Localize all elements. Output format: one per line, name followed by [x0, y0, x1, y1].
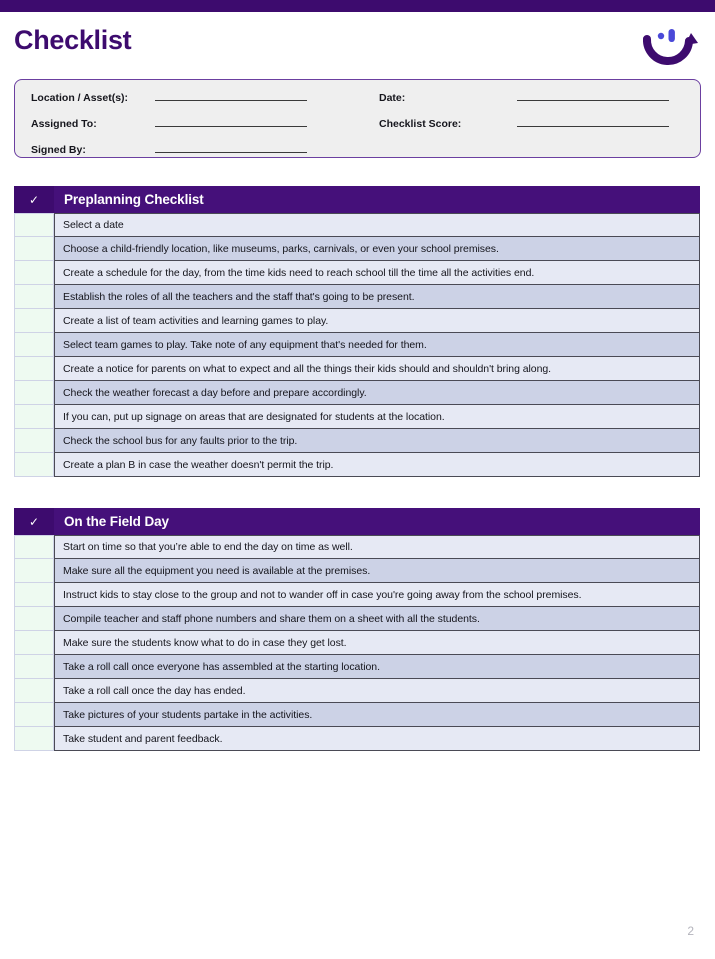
checklist-item-label: Choose a child-friendly location, like museums, parks, carnivals, or even your school premises. — [54, 237, 700, 261]
checklist-row — [14, 309, 700, 333]
checklist-row — [14, 727, 700, 751]
table-title: On the Field Day — [54, 508, 700, 535]
checklist-checkbox[interactable] — [14, 559, 54, 583]
checklist-row — [14, 583, 700, 607]
checklist-row — [14, 333, 700, 357]
checklist-table-field-day — [14, 508, 700, 751]
page-header — [0, 12, 715, 74]
info-label-checklist-score: Checklist Score: — [379, 118, 462, 130]
checklist-item-label: Start on time so that you’re able to end the day on time as well. — [54, 535, 700, 559]
checklist-item-label: Check the school bus for any faults prior to the trip. — [54, 429, 700, 453]
table-title: Preplanning Checklist — [54, 186, 700, 213]
info-label-date: Date: — [379, 92, 406, 104]
checklist-row — [14, 679, 700, 703]
info-label-signed-by: Signed By: — [31, 144, 86, 156]
checklist-item-label: Select a date — [54, 213, 700, 237]
checklist-checkbox[interactable] — [14, 583, 54, 607]
checklist-item-label: Take a roll call once everyone has assembled at the starting location. — [54, 655, 700, 679]
info-field-signed-by — [31, 141, 307, 167]
checklist-item-label: Make sure the students know what to do in case they get lost. — [54, 631, 700, 655]
checklist-checkbox[interactable] — [14, 309, 54, 333]
checklist-row — [14, 405, 700, 429]
table-body — [14, 535, 700, 751]
info-field-checklist-score — [379, 115, 669, 141]
checklist-item-label: Instruct kids to stay close to the group and not to wander off in case you're going away from the school premises. — [54, 583, 700, 607]
checklist-table-preplanning — [14, 186, 700, 477]
smiley-arrow-logo — [641, 25, 703, 67]
checklist-item-label: Establish the roles of all the teachers and the staff that's going to be present. — [54, 285, 700, 309]
checklist-row — [14, 213, 700, 237]
checklist-row — [14, 631, 700, 655]
checklist-checkbox[interactable] — [14, 631, 54, 655]
checklist-item-label: Create a schedule for the day, from the time kids need to reach school till the time all the activities end. — [54, 261, 700, 285]
checklist-checkbox[interactable] — [14, 285, 54, 309]
checklist-checkbox[interactable] — [14, 703, 54, 727]
checklist-checkbox[interactable] — [14, 535, 54, 559]
checklist-item-label: Create a notice for parents on what to expect and all the things their kids should and shouldn't bring along. — [54, 357, 700, 381]
checklist-row — [14, 559, 700, 583]
page-number: 2 — [687, 924, 694, 938]
info-field-location — [31, 89, 307, 115]
checklist-checkbox[interactable] — [14, 607, 54, 631]
checklist-item-label: Take student and parent feedback. — [54, 727, 700, 751]
checklist-row — [14, 261, 700, 285]
checklist-row — [14, 703, 700, 727]
checklist-checkbox[interactable] — [14, 429, 54, 453]
table-header-row — [14, 508, 700, 535]
checklist-item-label: Make sure all the equipment you need is available at the premises. — [54, 559, 700, 583]
table-body — [14, 213, 700, 477]
info-input-checklist-score[interactable] — [517, 115, 669, 127]
info-label-location: Location / Asset(s): — [31, 92, 129, 104]
checklist-row — [14, 607, 700, 631]
checklist-checkbox[interactable] — [14, 213, 54, 237]
checklist-row — [14, 453, 700, 477]
checklist-row — [14, 429, 700, 453]
checklist-checkbox[interactable] — [14, 679, 54, 703]
checklist-row — [14, 237, 700, 261]
info-field-assigned-to — [31, 115, 307, 141]
checklist-item-label: Create a plan B in case the weather doesn't permit the trip. — [54, 453, 700, 477]
info-column-left — [31, 89, 307, 167]
info-field-date — [379, 89, 669, 115]
checklist-info-box — [14, 79, 701, 158]
checklist-item-label: Check the weather forecast a day before and prepare accordingly. — [54, 381, 700, 405]
table-header-row — [14, 186, 700, 213]
checklist-checkbox[interactable] — [14, 727, 54, 751]
checklist-row — [14, 535, 700, 559]
checklist-item-label: If you can, put up signage on areas that are designated for students at the location. — [54, 405, 700, 429]
checklist-checkbox[interactable] — [14, 261, 54, 285]
checklist-checkbox[interactable] — [14, 655, 54, 679]
checklist-item-label: Take a roll call once the day has ended. — [54, 679, 700, 703]
info-label-assigned-to: Assigned To: — [31, 118, 97, 130]
top-accent-bar — [0, 0, 715, 12]
info-input-location[interactable] — [155, 89, 307, 101]
checklist-checkbox[interactable] — [14, 405, 54, 429]
info-input-signed-by[interactable] — [155, 141, 307, 153]
checklist-item-label: Take pictures of your students partake in the activities. — [54, 703, 700, 727]
check-column-header-icon: ✓ — [14, 508, 54, 535]
checklist-row — [14, 357, 700, 381]
info-input-date[interactable] — [517, 89, 669, 101]
checklist-item-label: Select team games to play. Take note of any equipment that's needed for them. — [54, 333, 700, 357]
info-input-assigned-to[interactable] — [155, 115, 307, 127]
checklist-item-label: Create a list of team activities and learning games to play. — [54, 309, 700, 333]
checklist-checkbox[interactable] — [14, 381, 54, 405]
checklist-checkbox[interactable] — [14, 357, 54, 381]
check-column-header-icon: ✓ — [14, 186, 54, 213]
checklist-checkbox[interactable] — [14, 237, 54, 261]
page-title: Checklist — [14, 25, 132, 55]
checklist-row — [14, 655, 700, 679]
checklist-row — [14, 285, 700, 309]
info-column-right — [379, 89, 669, 141]
checklist-item-label: Compile teacher and staff phone numbers and share them on a sheet with all the students. — [54, 607, 700, 631]
checklist-checkbox[interactable] — [14, 453, 54, 477]
checklist-checkbox[interactable] — [14, 333, 54, 357]
checklist-row — [14, 381, 700, 405]
